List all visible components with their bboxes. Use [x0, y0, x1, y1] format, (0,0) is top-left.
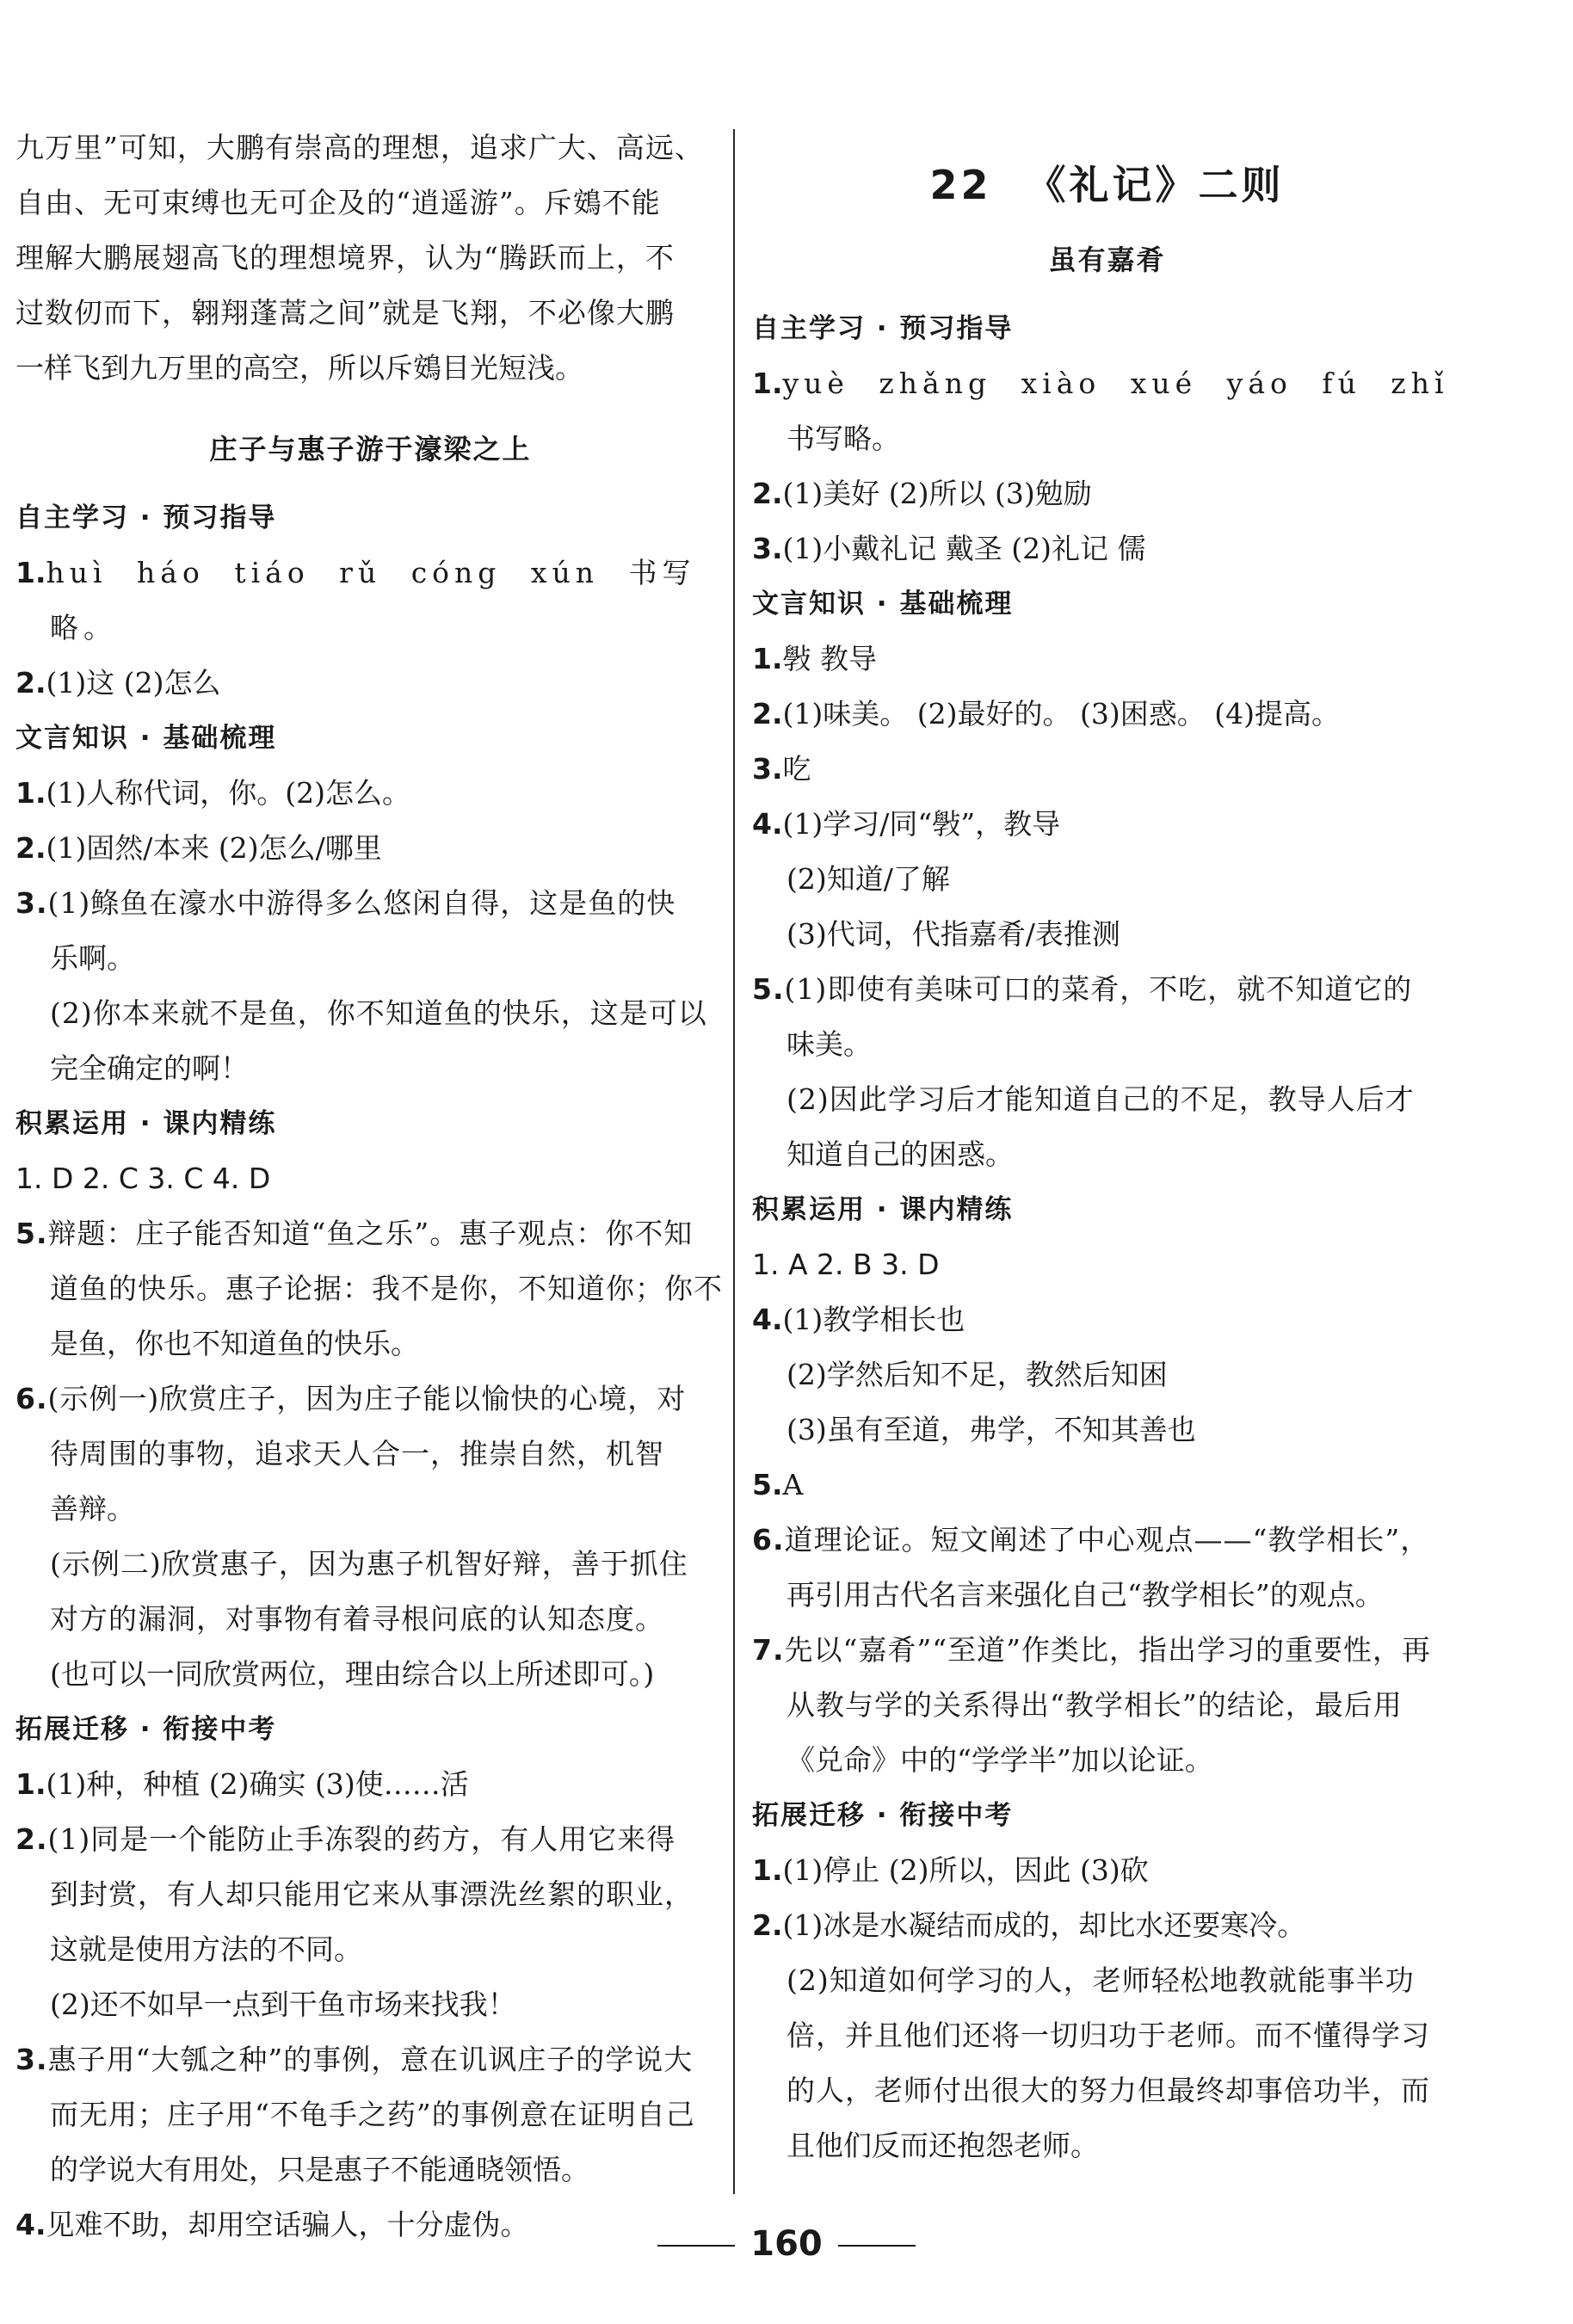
- answer-item: 1.(1)种，种植 (2)确实 (3)使……活: [15, 1767, 469, 1801]
- section-heading: 拓展迁移 · 衔接中考: [15, 1714, 277, 1745]
- section-heading: 拓展迁移 · 衔接中考: [752, 1800, 1014, 1831]
- answer-item: 3.吃: [752, 752, 811, 786]
- answer-item: 1.huì háo tiáo rǔ cóng xún 书写略。: [15, 556, 696, 644]
- answer-continuation: 倍，并且他们还将一切归功于老师。而不懂得学习: [786, 2019, 1430, 2052]
- answer-item: 4.(1)教学相长也: [752, 1303, 965, 1336]
- intro-line: 一样飞到九万里的高空，所以斥鴳目光短浅。: [15, 351, 583, 385]
- section-heading: 文言知识 · 基础梳理: [15, 723, 277, 754]
- chapter-number: 22: [929, 162, 992, 208]
- footer-rule-right: [838, 2245, 916, 2247]
- section-subtitle: 庄子与惠子游于濠梁之上: [209, 433, 532, 465]
- answer-continuation: 知道自己的困惑。: [786, 1137, 1014, 1171]
- answer-continuation: 善辩。: [50, 1492, 135, 1526]
- answer-item: 1.(1)停止 (2)所以，因此 (3)砍: [752, 1853, 1149, 1887]
- answer-item: 2.(1)美好 (2)所以 (3)勉励: [752, 477, 1092, 510]
- section-heading: 文言知识 · 基础梳理: [752, 589, 1014, 620]
- chapter-name: 《礼记》二则: [1026, 162, 1285, 208]
- intro-line: 理解大鹏展翅高飞的理想境界，认为“腾跃而上，不: [15, 241, 675, 274]
- answer-item: 2.(1)味美。 (2)最好的。 (3)困惑。 (4)提高。: [752, 697, 1340, 730]
- answer-continuation: 乐啊。: [50, 941, 135, 975]
- answer-continuation: (3)虽有至道，弗学，不知其善也: [786, 1413, 1196, 1446]
- answer-continuation: (2)你本来就不是鱼，你不知道鱼的快乐，这是可以: [50, 996, 707, 1030]
- answer-item: 5.A: [752, 1468, 804, 1501]
- answer-continuation: 到封赏，有人却只能用它来从事漂洗丝絮的职业，: [50, 1877, 694, 1911]
- answer-item: 1. D 2. C 3. C 4. D: [15, 1162, 271, 1195]
- answer-item: 3.(1)小戴礼记 戴圣 (2)礼记 儒: [752, 532, 1146, 565]
- answer-continuation: (2)知道如何学习的人，老师轻松地教就能事半功: [786, 1963, 1415, 1997]
- right-column: [752, 120, 1462, 2173]
- answer-item: 2.(1)固然/本来 (2)怎么/哪里: [15, 831, 382, 865]
- answer-item: 1.斅 教导: [752, 642, 877, 675]
- answer-continuation: 书写略。: [786, 422, 900, 455]
- intro-line: 过数仞而下，翱翔蓬蒿之间”就是飞翔，不必像大鹏: [15, 296, 675, 330]
- answer-continuation: 的人，老师付出很大的努力但最终却事倍功半，而: [786, 2074, 1430, 2107]
- answer-continuation: 且他们反而还抱怨老师。: [786, 2129, 1099, 2162]
- section-subtitle: 虽有嘉肴: [1048, 243, 1166, 276]
- answer-continuation: 再引用古代名言来强化自己“教学相长”的观点。: [786, 1578, 1384, 1612]
- answer-item: 7.先以“嘉肴”“至道”作类比，指出学习的重要性，再: [752, 1633, 1431, 1667]
- answer-item: 6.(示例一)欣赏庄子，因为庄子能以愉快的心境，对: [15, 1382, 687, 1415]
- answer-item: 3.惠子用“大瓠之种”的事例，意在讥讽庄子的学说大: [15, 2043, 694, 2076]
- page-footer: [0, 2224, 1573, 2264]
- answer-item: 1.(1)人称代词，你。(2)怎么。: [15, 776, 410, 810]
- answer-item: 5.辩题：庄子能否知道“鱼之乐”。惠子观点：你不知: [15, 1217, 694, 1250]
- answer-item: 6.道理论证。短文阐述了中心观点——“教学相长”，: [752, 1523, 1430, 1557]
- answer-item: 2.(1)这 (2)怎么: [15, 666, 221, 700]
- answer-item: 2.(1)同是一个能防止手冻裂的药方，有人用它来得: [15, 1822, 676, 1856]
- answer-continuation: (也可以一同欣赏两位，理由综合以上所述即可。): [50, 1657, 655, 1691]
- answer-item: 2.(1)冰是水凝结而成的，却比水还要寒冷。: [752, 1908, 1306, 1942]
- answer-continuation: (2)知道/了解: [786, 862, 950, 896]
- answer-item: 3.(1)鲦鱼在濠水中游得多么悠闲自得，这是鱼的快: [15, 886, 676, 920]
- column-divider: [733, 129, 735, 2194]
- answer-continuation: 《兑命》中的“学学半”加以论证。: [786, 1743, 1213, 1777]
- answer-continuation: 是鱼，你也不知道鱼的快乐。: [50, 1327, 419, 1360]
- answer-continuation: (3)代词，代指嘉肴/表推测: [786, 917, 1120, 951]
- answer-continuation: 而无用；庄子用“不龟手之药”的事例意在证明自己: [50, 2098, 695, 2131]
- answer-continuation: 的学说大有用处，只是惠子不能通晓领悟。: [50, 2153, 589, 2186]
- footer-rule-left: [657, 2245, 735, 2247]
- answer-continuation: (2)还不如早一点到干鱼市场来找我！: [50, 1988, 516, 2021]
- answer-continuation: 完全确定的啊！: [50, 1051, 249, 1085]
- intro-line: 九万里”可知，大鹏有崇高的理想，追求广大、高远、: [15, 131, 704, 164]
- section-heading: 自主学习 · 预习指导: [15, 502, 277, 533]
- answer-continuation: 这就是使用方法的不同。: [50, 1933, 362, 1966]
- answer-continuation: 道鱼的快乐。惠子论据：我不是你，不知道你；你不: [50, 1272, 723, 1305]
- answer-continuation: 从教与学的关系得出“教学相长”的结论，最后用: [786, 1688, 1403, 1722]
- answer-item: 4.(1)学习/同“斅”，教导: [752, 807, 1061, 841]
- section-heading: 积累运用 · 课内精练: [752, 1194, 1014, 1225]
- answer-continuation: (2)因此学习后才能知道自己的不足，教导人后才: [786, 1082, 1415, 1116]
- answer-continuation: 待周围的事物，追求天人合一，推崇自然，机智: [50, 1437, 664, 1470]
- answer-item: 4.见难不助，却用空话骗人，十分虚伪。: [15, 2208, 529, 2241]
- answer-continuation: 对方的漏洞，对事物有着寻根问底的认知态度。: [50, 1602, 664, 1636]
- section-heading: 积累运用 · 课内精练: [15, 1108, 277, 1139]
- answer-item: 5.(1)即使有美味可口的菜肴，不吃，就不知道它的: [752, 972, 1413, 1006]
- left-column: [15, 120, 725, 2253]
- section-heading: 自主学习 · 预习指导: [752, 313, 1014, 344]
- intro-line: 自由、无可束缚也无可企及的“逍遥游”。斥鴳不能: [15, 186, 661, 219]
- page-number: 160: [750, 2224, 823, 2264]
- answer-continuation: (示例二)欣赏惠子，因为惠子机智好辩，善于抓住: [50, 1547, 688, 1581]
- answer-item: 1. A 2. B 3. D: [752, 1248, 940, 1281]
- answer-item: 1.yuè zhǎng xiào xué yáo fú zhǐ: [752, 367, 1449, 400]
- answer-continuation: (2)学然后知不足，教然后知困: [786, 1358, 1168, 1391]
- chapter-title: [752, 155, 1462, 215]
- answer-continuation: 味美。: [786, 1027, 872, 1061]
